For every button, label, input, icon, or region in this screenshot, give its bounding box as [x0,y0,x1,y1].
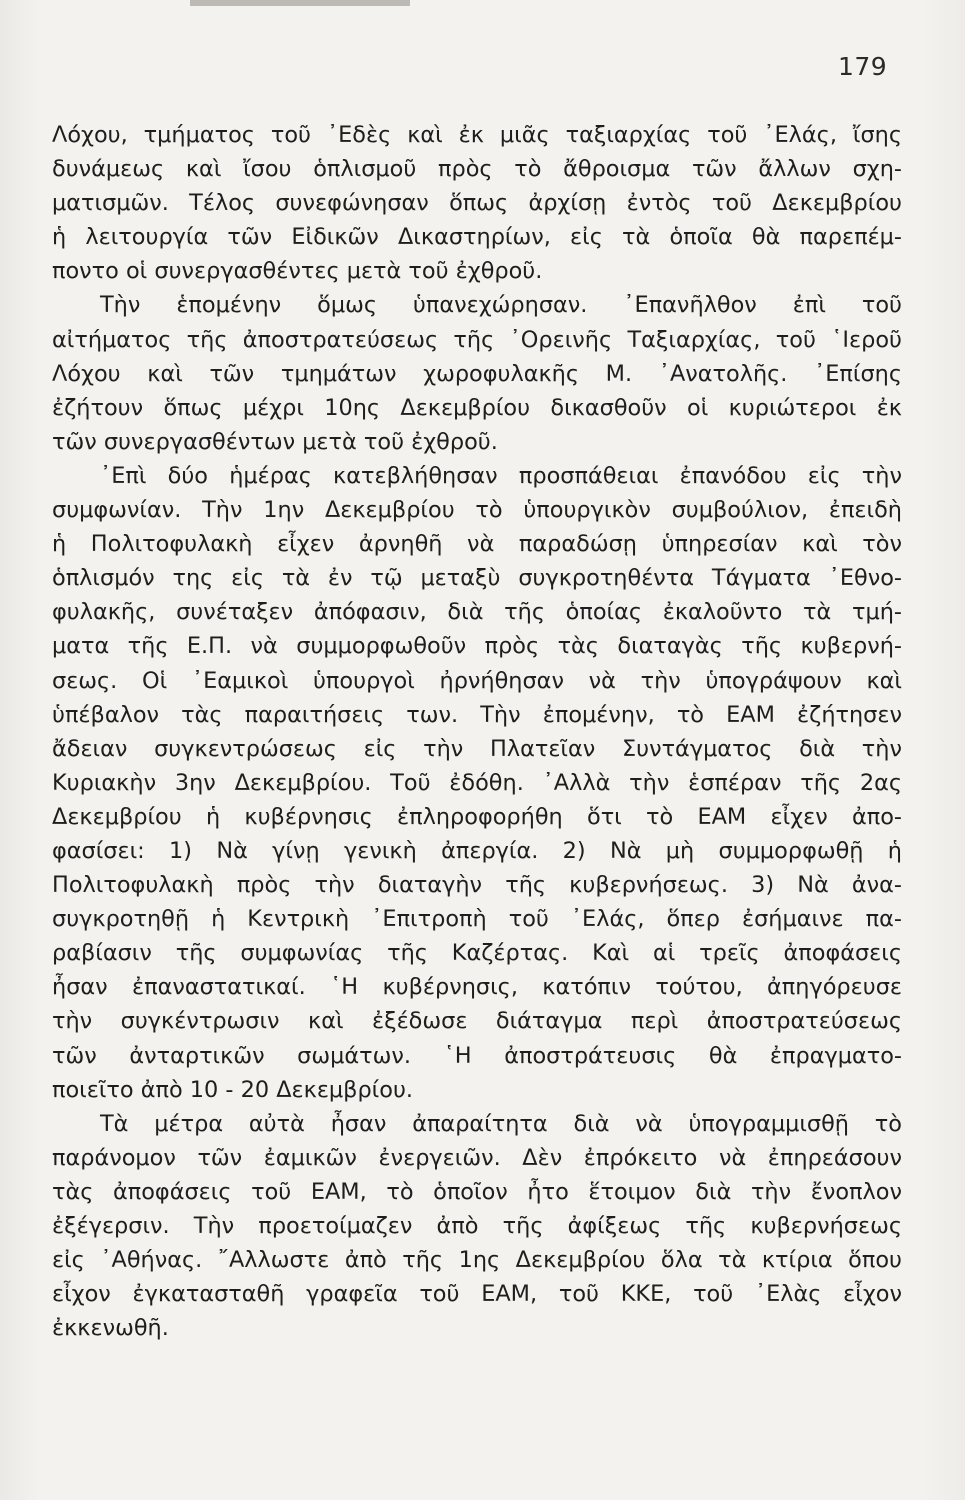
text-line: ὁπλισμόν της εἰς τὰ ἐν τῷ μεταξὺ συγκροτηθέντα Τάγματα ᾿Εθνο- [52,565,902,592]
text-line: ἦσαν ἐπαναστατικαί. ῾Η κυβέρνησις, κατόπιν τούτου, ἀπηγόρευσε [52,974,902,1001]
text-line: ἐζήτουν ὅπως μέχρι 10ης Δεκεμβρίου δικασθοῦν οἱ κυριώτεροι ἐκ [52,394,902,421]
text-line: Τὰ μέτρα αὐτὰ ἦσαν ἀπαραίτητα διὰ νὰ ὑπογραμμισθῇ τὸ [100,1110,902,1137]
text-line: δυνάμεως καὶ ἴσου ὁπλισμοῦ πρὸς τὸ ἄθροισμα τῶν ἄλλων σχη- [52,156,902,183]
text-line: ματα τῆς Ε.Π. νὰ συμμορφωθοῦν πρὸς τὰς διαταγὰς τῆς κυβερνή- [52,633,902,660]
text-line: ὑπέβαλον τὰς παραιτήσεις των. Τὴν ἐπομένην, τὸ ΕΑΜ ἐζήτησεν [52,701,902,728]
text-line: Λόχου καὶ τῶν τμημάτων χωροφυλακῆς Μ. ᾿Ανατολῆς. ᾿Επίσης [52,360,902,387]
page-number: 179 [838,52,888,81]
text-line: ἐξέγερσιν. Τὴν προετοίμαζεν ἀπὸ τῆς ἀφίξεως τῆς κυβερνήσεως [52,1213,902,1239]
text-line: συμφωνίαν. Τὴν 1ην Δεκεμβρίου τὸ ὑπουργικὸν συμβούλιον, ἐπειδὴ [52,497,902,524]
text-line: Τὴν ἑπομένην ὅμως ὑπανεχώρησαν. ᾿Επανῆλθον ἐπὶ τοῦ [100,292,902,319]
text-line: ἄδειαν συγκεντρώσεως εἰς τὴν Πλατεῖαν Συντάγματος διὰ τὴν [52,735,902,762]
text-line: τὰς ἀποφάσεις τοῦ ΕΑΜ, τὸ ὁποῖον ἦτο ἕτοιμον διὰ τὴν ἔνοπλον [52,1178,902,1205]
text-line: ποντο οἱ συνεργασθέντες μετὰ τοῦ ἐχθροῦ. [52,258,543,285]
text-line: τῶν συνεργασθέντων μετὰ τοῦ ἐχθροῦ. [52,428,498,455]
text-line: Λόχου, τμήματος τοῦ ᾿Εδὲς καὶ ἐκ μιᾶς ταξιαρχίας τοῦ ᾿Ελάς, ἴσης [52,122,902,148]
text-line: ποιεῖτο ἀπὸ 10 - 20 Δεκεμβρίου. [52,1076,414,1103]
text-line: τῶν ἀνταρτικῶν σωμάτων. ῾Η ἀποστράτευσις θὰ ἐπραγματο- [52,1042,902,1069]
text-line: αἰτήματος τῆς ἀποστρατεύσεως τῆς ᾿Ορεινῆς Ταξιαρχίας, τοῦ ῾Ιεροῦ [52,326,902,353]
text-line: ματισμῶν. Τέλος συνεφώνησαν ὅπως ἀρχίσῃ ἐντὸς τοῦ Δεκεμβρίου [52,190,902,217]
text-line: φασίσει: 1) Νὰ γίνῃ γενικὴ ἀπεργία. 2) Νὰ μὴ συμμορφωθῇ ἡ [52,837,902,864]
body-text [52,118,902,1345]
text-line: Δεκεμβρίου ἡ κυβέρνησις ἐπληροφορήθη ὅτι τὸ ΕΑΜ εἶχεν ἀπο- [52,803,902,830]
text-line: τὴν συγκέντρωσιν καὶ ἐξέδωσε διάταγμα περὶ ἀποστρατεύσεως [52,1008,902,1035]
text-line: φυλακῆς, συνέταξεν ἀπόφασιν, διὰ τῆς ὁποίας ἐκαλοῦντο τὰ τμή- [52,599,902,626]
text-line: ραβίασιν τῆς συμφωνίας τῆς Καζέρτας. Καὶ αἱ τρεῖς ἀποφάσεις [52,940,902,967]
top-edge-mark [190,0,410,6]
text-line: εἶχον ἐγκατασταθῆ γραφεῖα τοῦ ΕΑΜ, τοῦ ΚΚΕ, τοῦ ᾿Ελὰς εἶχον [52,1281,902,1308]
text-line: ἡ λειτουργία τῶν Εἰδικῶν Δικαστηρίων, εἰς τὰ ὁποῖα θὰ παρεπέμ- [52,224,902,251]
text-line: παράνομον τῶν ἐαμικῶν ἐνεργειῶν. Δὲν ἐπρόκειτο νὰ ἐπηρεάσουν [52,1144,902,1171]
text-line: εἰς ᾿Αθήνας. ῎Αλλωστε ἀπὸ τῆς 1ης Δεκεμβρίου ὅλα τὰ κτίρια ὅπου [52,1247,902,1274]
text-line: ἐκκενωθῆ. [52,1315,169,1342]
text-line: Πολιτοφυλακὴ πρὸς τὴν διαταγὴν τῆς κυβερνήσεως. 3) Νὰ ἀνα- [52,872,902,899]
text-line: ἡ Πολιτοφυλακὴ εἶχεν ἀρνηθῆ νὰ παραδώσῃ ὑπηρεσίαν καὶ τὸν [52,531,902,558]
text-line: συγκροτηθῇ ἡ Κεντρικὴ ᾿Επιτροπὴ τοῦ ᾿Ελάς, ὅπερ ἐσήμαινε πα- [52,906,902,933]
text-line: ᾿Επὶ δύο ἡμέρας κατεβλήθησαν προσπάθειαι ἐπανόδου εἰς τὴν [100,462,902,489]
text-line: Κυριακὴν 3ην Δεκεμβρίου. Τοῦ ἐδόθη. ᾿Αλλὰ τὴν ἑσπέραν τῆς 2ας [52,769,902,796]
text-line: σεως. Οἱ ᾿Εαμικοὶ ὑπουργοὶ ἠρνήθησαν νὰ τὴν ὑπογράψουν καὶ [52,667,902,694]
